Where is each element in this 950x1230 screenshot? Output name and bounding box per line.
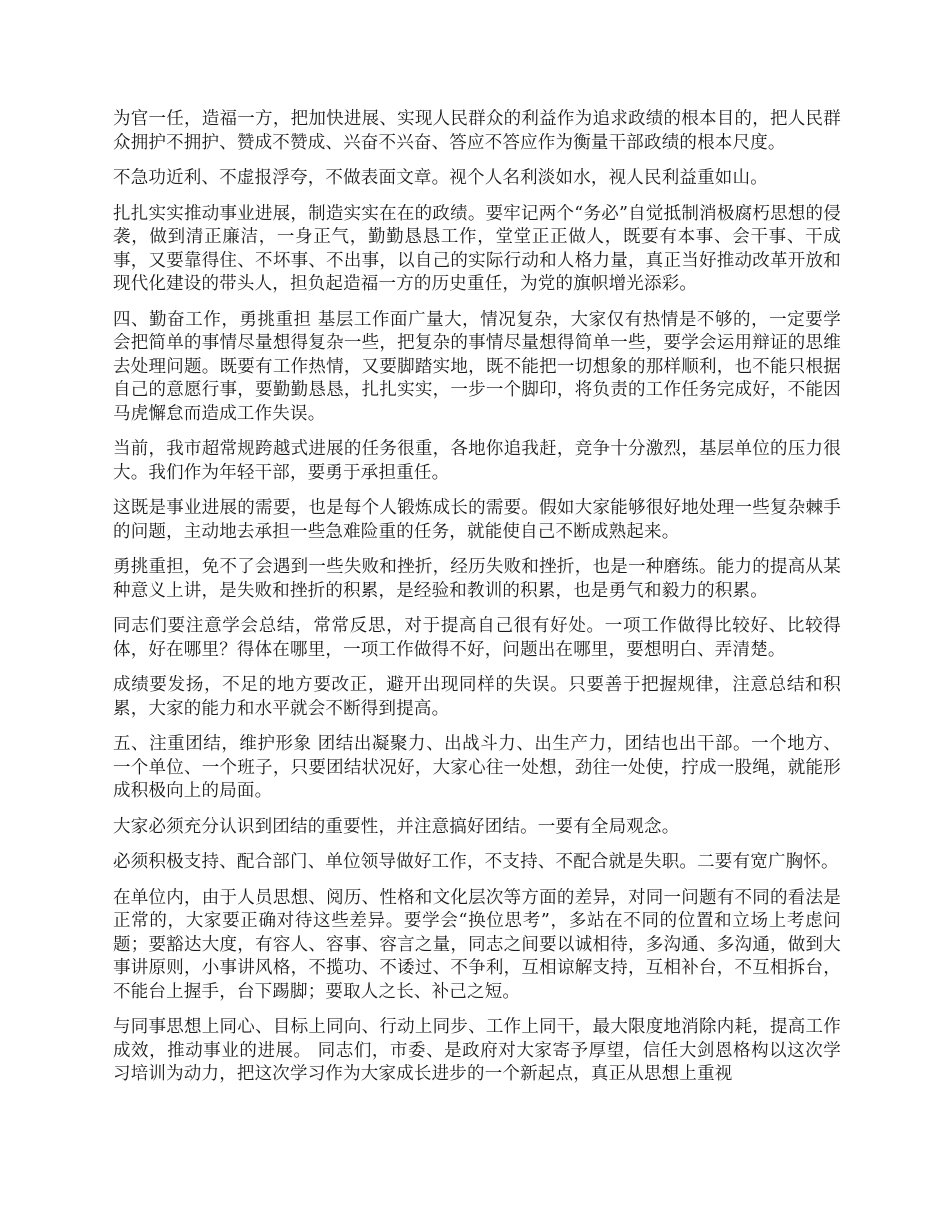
paragraph: 成绩要发扬，不足的地方要改正，避开出现同样的失误。只要善于把握规律，注意总结和积累，大家的能力和水平就会不断得到提高。 [113, 675, 841, 719]
paragraph: 在单位内，由于人员思想、阅历、性格和文化层次等方面的差异，对同一问题有不同的看法是正常的，大家要正确对待这些差异。要学会“换位思考”，多站在不同的位置和立场上考虑问题；要豁达大度，有容人、容事、容言之量，同志之间要以诚相待，多沟通、多沟通，做到大事讲原则，小事讲风格，不揽功、不诿过、不争利，互相谅解支持，互相补台，不互相拆台，不能台上握手，台下踢脚；要取人之长、补己之短。 [113, 887, 841, 1002]
paragraph: 四、勤奋工作，勇挑重担 基层工作面广量大，情况复杂，大家仅有热情是不够的，一定要学会把简单的事情尽量想得复杂一些，把复杂的事情尽量想得简单一些，要学会运用辩证的思维去处理问题。既要有工作热情，又要脚踏实地，既不能把一切想象的那样顺利，也不能只根据自己的意愿行事，要勤勤恳恳，扎扎实实，一步一个脚印，将负责的工作任务完成好，不能因马虎懈怠而造成工作失误。 [113, 309, 841, 424]
paragraph: 当前，我市超常规跨越式进展的任务很重，各地你追我赶，竞争十分激烈，基层单位的压力很大。我们作为年轻干部，要勇于承担重任。 [113, 439, 841, 483]
paragraph: 必须积极支持、配合部门、单位领导做好工作，不支持、不配合就是失职。二要有宽广胸怀。 [113, 852, 839, 872]
paragraph: 五、注重团结，维护形象 团结出凝聚力、出战斗力、出生产力，团结也出干部。一个地方、一个单位、一个班子，只要团结状况好，大家心往一处想，劲往一处使，拧成一股绳，就能形成积极向上的局面。 [113, 734, 841, 801]
paragraph: 扎扎实实推动事业进展，制造实实在在的政绩。要牢记两个“务必”自觉抵制消极腐朽思想的侵袭，做到清正廉洁，一身正气，勤勤恳恳工作，堂堂正正做人，既要有本事、会干事、干成事，又要靠得住、不坏事、不出事，以自己的实际行动和人格力量，真正当好推动改革开放和现代化建设的带头人，担负起造福一方的历史重任，为党的旗帜增光添彩。 [113, 203, 841, 294]
paragraph: 同志们要注意学会总结，常常反思，对于提高自己很有好处。一项工作做得比较好、比较得体，好在哪里？得体在哪里，一项工作做得不好，问题出在哪里，要想明白、弄清楚。 [113, 616, 841, 660]
paragraph: 不急功近利、不虚报浮夸，不做表面文章。视个人名利淡如水，视人民利益重如山。 [113, 168, 768, 188]
paragraph: 这既是事业进展的需要，也是每个人锻炼成长的需要。假如大家能够很好地处理一些复杂棘手的问题，主动地去承担一些急难险重的任务，就能使自己不断成熟起来。 [113, 498, 841, 542]
paragraph: 大家必须充分认识到团结的重要性，并注意搞好团结。一要有全局观念。 [113, 816, 680, 837]
paragraph: 勇挑重担，免不了会遇到一些失败和挫折，经历失败和挫折，也是一种磨练。能力的提高从某种意义上讲，是失败和挫折的积累，是经验和教训的积累，也是勇气和毅力的积累。 [113, 557, 841, 601]
paragraph: 与同事思想上同心、目标上同向、行动上同步、工作上同干，最大限度地消除内耗，提高工作成效，推动事业的进展。 同志们，市委、是政府对大家寄予厚望，信任大剑恩格构以这次学习培训为动力，把这次学习作为大家成长进步的一个新起点，真正从思想上重视 [113, 1017, 841, 1084]
document-body [113, 108, 841, 1099]
paragraph: 为官一任，造福一方，把加快进展、实现人民群众的利益作为追求政绩的根本目的，把人民群众拥护不拥护、赞成不赞成、兴奋不兴奋、答应不答应作为衡量干部政绩的根本尺度。 [113, 109, 841, 153]
